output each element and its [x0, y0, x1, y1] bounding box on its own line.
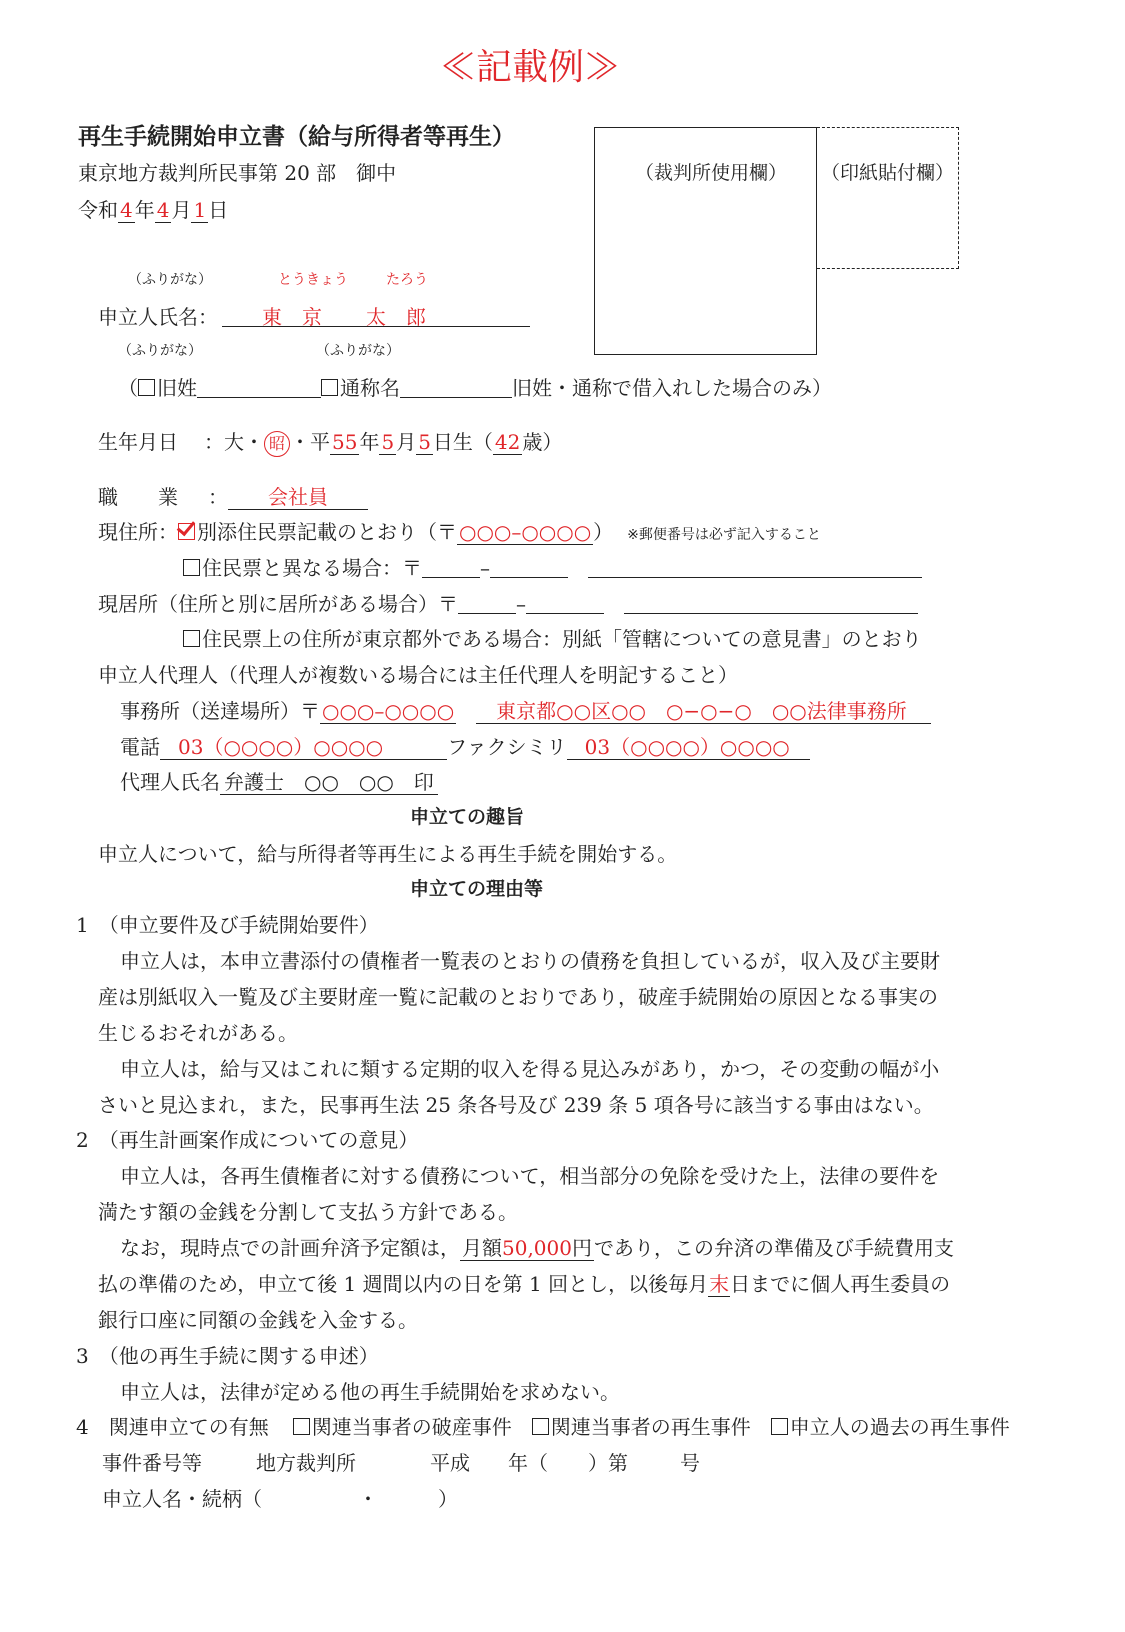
birth-year-unit: 年 [359, 430, 380, 454]
case-number-row [102, 1453, 700, 1473]
agent-fax-label: ファクシミリ [447, 735, 567, 759]
section2-title: 2 （再生計画案作成についての意見） [76, 1128, 419, 1152]
section2-p2-l2-pre: 払の準備のため，申立て後 1 週間以内の日を第 1 回とし，以後毎月 [98, 1272, 709, 1296]
address2-field[interactable] [588, 559, 922, 578]
outside-tokyo-checkbox[interactable] [183, 630, 200, 647]
reasons-heading: 申立ての理由等 [410, 878, 544, 900]
section2-p2-l2-post: 日までに個人再生委員の [730, 1272, 951, 1296]
address-row [98, 522, 821, 545]
relation-close: ） [438, 1487, 458, 1511]
agent-tel-label: 電話 [120, 735, 160, 759]
alias-field[interactable] [400, 379, 512, 398]
address-option2-label: 住民票と異なる場合：〒 [202, 556, 422, 580]
occupation-sep: ： [208, 485, 228, 509]
address2-zip-dash: – [480, 556, 490, 580]
section2-p1-line2: 満たす額の金銭を分割して支払う方針である。 [98, 1200, 518, 1224]
court-use-box [594, 127, 817, 355]
relation-row [102, 1489, 458, 1509]
birth-year: 55 [332, 430, 358, 454]
section2-p2-post: であり，この弁済の準備及び手続費用支 [593, 1236, 954, 1260]
relation-label: 申立人名・続柄（ [102, 1487, 262, 1511]
age-unit: 歳） [522, 430, 563, 454]
address-zip: ○○○–○○○○ [459, 520, 592, 544]
address2-zip1-field[interactable] [422, 559, 480, 578]
address-close: ） [593, 520, 614, 544]
residence-row [98, 594, 918, 614]
furigana-label-alias: （ふりがな） [316, 343, 400, 359]
section1-p1-line1: 申立人は，本申立書添付の債権者一覧表のとおりの債務を負担しているが，収入及び主要財 [120, 949, 940, 973]
section2-p1-line1: 申立人は，各再生債権者に対する債務について，相当部分の免除を受けた上，法律の要件を [120, 1164, 940, 1188]
agent-heading: 申立人代理人（代理人が複数いる場合には主任代理人を明記すること） [98, 663, 738, 687]
section1-p2-line1: 申立人は，給与又はこれに類する定期的収入を得る見込みがあり，かつ，その変動の幅が小 [120, 1057, 940, 1081]
furigana-given: たろう [386, 272, 428, 288]
number-unit-label: 号 [680, 1451, 700, 1475]
agent-phone-row [120, 737, 810, 760]
occupation-value: 会社員 [228, 487, 368, 510]
birth-era-circled: 昭 [264, 431, 290, 457]
section1-title: 1 （申立要件及び手続開始要件） [76, 913, 379, 937]
agent-name-row [120, 772, 438, 795]
agent-office-address: 東京都○○区○○ ○−○−○ ○○法律事務所 [476, 701, 931, 724]
agent-name-label: 代理人氏名 [120, 770, 220, 794]
birth-era-rest: ・平 [290, 430, 330, 454]
address-option1-label: 別添住民票記載のとおり（〒 [197, 520, 457, 544]
purpose-heading: 申立ての趣旨 [410, 806, 525, 828]
page-title: ≪記載例≫ [440, 47, 621, 88]
address2-zip2-field[interactable] [490, 559, 568, 578]
alias-label: 通称名 [340, 376, 400, 400]
case-number-label: 事件番号等 [102, 1451, 202, 1475]
old-name-checkbox[interactable] [138, 379, 155, 396]
related-bankruptcy-checkbox[interactable] [293, 1418, 310, 1435]
related-bankruptcy-label: 関連当事者の破産事件 [311, 1415, 512, 1439]
court-use-label: （裁判所使用欄） [635, 162, 788, 184]
applicant-given-name: 太 郎 [366, 305, 426, 329]
occupation-label: 職 業 [98, 485, 178, 509]
age: 42 [494, 430, 521, 454]
purpose-text: 申立人について，給与所得者等再生による再生手続を開始する。 [98, 842, 678, 866]
old-name-label: 旧姓 [157, 376, 197, 400]
furigana-label-old-name: （ふりがな） [118, 343, 202, 359]
old-name-field[interactable] [197, 379, 321, 398]
past-rehabilitation-label: 申立人の過去の再生事件 [789, 1415, 1010, 1439]
stamp-box [817, 127, 959, 269]
furigana-family: とうきょう [278, 272, 348, 288]
residence-zip2-field[interactable] [526, 595, 604, 614]
residence-zip1-field[interactable] [458, 595, 516, 614]
birth-date-row [98, 431, 562, 457]
address-note: ※郵便番号は必ず記入すること [627, 527, 821, 543]
residence-label: 現居所（住所と別に居所がある場合）〒 [98, 592, 458, 616]
stamp-label: （印紙貼付欄） [821, 162, 955, 184]
agent-tel: 03（○○○○）○○○○ [160, 737, 447, 760]
filing-date [78, 200, 228, 223]
residence-zip-dash: – [516, 592, 526, 616]
date-era: 令和 [78, 198, 118, 222]
date-day: 1 [193, 198, 207, 222]
section3-text: 申立人は，法律が定める他の再生手続開始を求めない。 [120, 1380, 620, 1404]
agent-office-label: 事務所（送達場所）〒 [120, 699, 320, 723]
section4-row [76, 1417, 1010, 1437]
birth-day: 5 [418, 430, 431, 454]
birth-era-prefix: ：大・ [204, 430, 264, 454]
document-heading: 再生手続開始申立書（給与所得者等再生） [78, 124, 515, 150]
district-court-label: 地方裁判所 [256, 1451, 356, 1475]
alias-checkbox[interactable] [321, 379, 338, 396]
related-rehabilitation-label: 関連当事者の再生事件 [550, 1415, 751, 1439]
section1-p2-line2: さいと見込まれ，また，民事再生法 25 条各号及び 239 条 5 項各号に該当する事由はない。 [98, 1093, 934, 1117]
outside-tokyo-label: 住民票上の住所が東京都外である場合：別紙「管轄についての意見書」のとおり [202, 627, 922, 651]
payment-day-mark: 末 [709, 1272, 730, 1296]
agent-fax: 03（○○○○）○○○○ [567, 737, 810, 760]
old-name-note: 旧姓・通称で借入れした場合のみ） [512, 376, 832, 400]
birth-label: 生年月日 [98, 430, 178, 454]
year-paren-label: 年（ ）第 [508, 1451, 628, 1475]
birth-month: 5 [381, 430, 395, 454]
past-rehabilitation-checkbox[interactable] [771, 1418, 788, 1435]
relation-dot: ・ [358, 1487, 378, 1511]
furigana-label: （ふりがな） [128, 272, 212, 288]
section2-p2-line1 [120, 1238, 954, 1261]
agent-office-row [120, 701, 931, 724]
address-option1-checkbox[interactable] [178, 523, 195, 540]
old-name-open: （ [118, 376, 138, 400]
related-rehabilitation-checkbox[interactable] [532, 1418, 549, 1435]
address-option2-row [183, 558, 922, 578]
section2-p2-line3: 銀行口座に同額の金銭を入金する。 [98, 1308, 418, 1332]
section3-title: 3 （他の再生手続に関する申述） [76, 1344, 379, 1368]
section2-p2-line2 [98, 1274, 950, 1297]
old-name-row [118, 378, 832, 398]
agent-name: 弁護士 ○○ ○○ 印 [220, 772, 438, 795]
occupation-row [98, 487, 368, 510]
agent-office-zip: ○○○–○○○○ [322, 699, 455, 723]
outside-tokyo-row [183, 629, 922, 649]
date-month: 4 [156, 198, 170, 222]
birth-day-unit: 日生（ [432, 430, 493, 454]
birth-month-unit: 月 [396, 430, 417, 454]
payment-amount-unit: 円 [571, 1236, 592, 1260]
date-year-unit: 年 [134, 198, 155, 222]
payment-amount-label: 月額 [462, 1236, 502, 1260]
date-month-unit: 月 [171, 198, 192, 222]
section2-p2-pre: なお，現時点での計画弁済予定額は， [120, 1236, 460, 1260]
applicant-family-name: 東 京 [262, 305, 322, 329]
section4-title: 4 関連申立ての有無 [76, 1415, 269, 1439]
court-address: 東京地方裁判所民事第 20 部 御中 [78, 161, 397, 185]
applicant-name-label: 申立人氏名： [98, 305, 218, 329]
section1-p1-line3: 生じるおそれがある。 [98, 1021, 298, 1045]
payment-amount [460, 1238, 594, 1261]
section1-p1-line2: 産は別紙収入一覧及び主要財産一覧に記載のとおりであり，破産手続開始の原因となる事実の [98, 985, 938, 1009]
payment-amount-value: 50,000 [502, 1236, 572, 1260]
applicant-name-field [222, 304, 530, 327]
heisei-label: 平成 [430, 1451, 470, 1475]
address-option2-checkbox[interactable] [183, 559, 200, 576]
address-label: 現住所： [98, 520, 178, 544]
date-day-unit: 日 [208, 198, 229, 222]
residence-field[interactable] [624, 595, 918, 614]
date-year: 4 [120, 198, 133, 222]
